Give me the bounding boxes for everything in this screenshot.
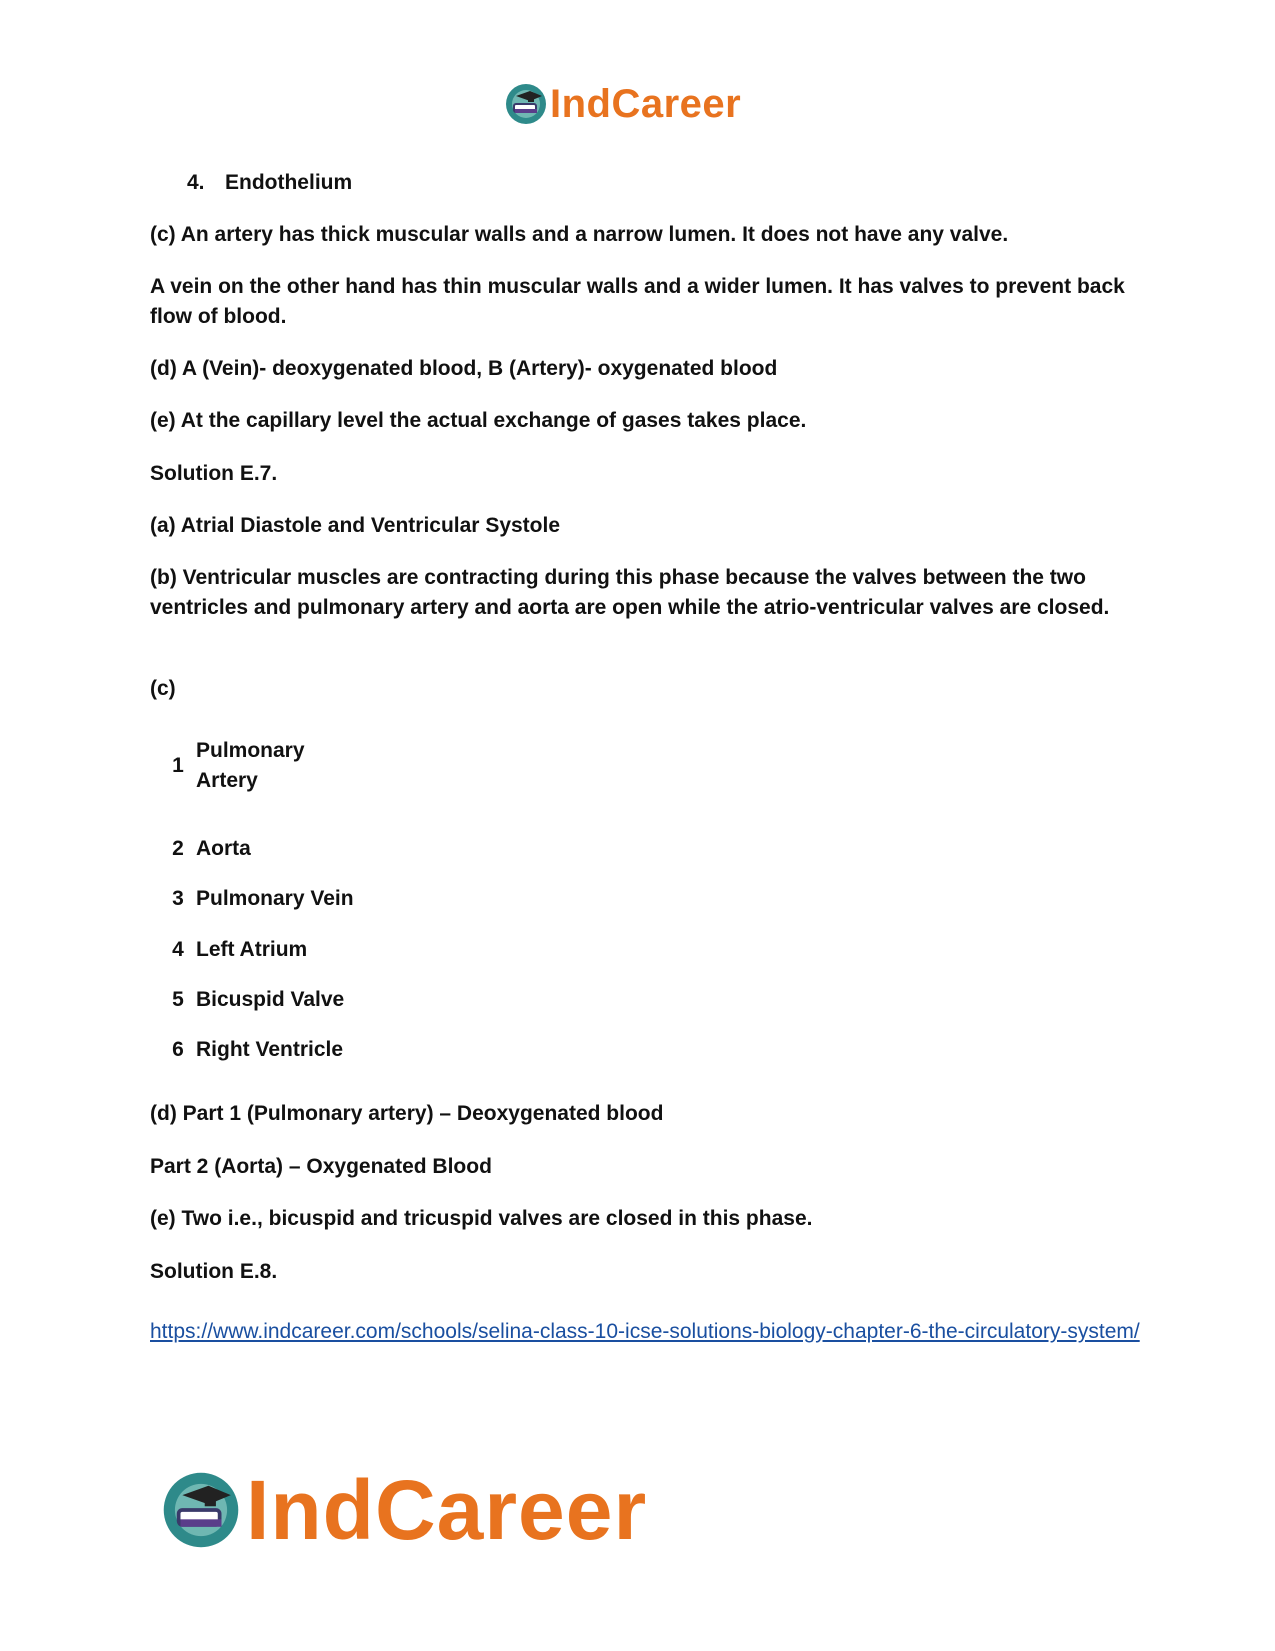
table-row-index: 4: [172, 938, 184, 961]
logo-icon: [504, 82, 548, 126]
header-logo: [504, 80, 741, 128]
table-row-name: Pulmonary Vein: [196, 887, 354, 910]
paragraph-vein: A vein on the other hand has thin muscular walls and a wider lumen. It has valves to prevent back flow of blood.: [150, 275, 1125, 328]
table-row-name: Right Ventricle: [196, 1038, 344, 1061]
brand-name: IndCareer: [246, 1462, 648, 1557]
paragraph-a-atrial: (a) Atrial Diastole and Ventricular Systole: [150, 514, 561, 537]
paragraph-c-artery: (c) An artery has thick muscular walls and a narrow lumen. It does not have any valve.: [150, 223, 1009, 246]
table-row-index: 5: [172, 988, 184, 1011]
paragraph-e-two: (e) Two i.e., bicuspid and tricuspid valves are closed in this phase.: [150, 1207, 813, 1230]
table-row-index: 1: [172, 754, 184, 777]
paragraph-b-ventricular: (b) Ventricular muscles are contracting during this phase because the valves between the two ventricles and pulmonary artery and aorta are open while the atrio-ventricular valves are closed.: [150, 566, 1110, 619]
table-row: [160, 736, 326, 796]
table-row-name: Bicuspid Valve: [196, 988, 345, 1011]
list-number: 4.: [187, 171, 205, 194]
logo-icon: [160, 1469, 242, 1551]
paragraph-d-part1: (d) Part 1 (Pulmonary artery) – Deoxygenated blood: [150, 1102, 664, 1125]
paragraph-c-label: (c): [150, 677, 176, 700]
table-row: [160, 884, 356, 914]
brand-name: IndCareer: [550, 81, 742, 126]
table-row: [160, 985, 356, 1015]
table-row: [160, 834, 356, 864]
paragraph-part2: Part 2 (Aorta) – Oxygenated Blood: [150, 1155, 492, 1178]
table-row-name: Aorta: [196, 837, 251, 860]
solution-heading-e8: Solution E.8.: [150, 1260, 278, 1283]
list-item: [187, 168, 352, 198]
solution-heading-e7: Solution E.7.: [150, 462, 278, 485]
table-row-name: Pulmonary Artery: [196, 739, 305, 792]
table-row-name: Left Atrium: [196, 938, 308, 961]
table-row-index: 2: [172, 837, 184, 860]
table-row: [160, 935, 356, 965]
list-text: Endothelium: [225, 171, 353, 194]
table-row-index: 6: [172, 1038, 184, 1061]
footer-logo: [160, 1462, 648, 1557]
table-row: [160, 1035, 356, 1065]
source-link[interactable]: https://www.indcareer.com/schools/selina-class-10-icse-solutions-biology-chapter-6-the-circulatory-system/: [150, 1320, 1140, 1343]
table-row-index: 3: [172, 887, 184, 910]
paragraph-e-capillary: (e) At the capillary level the actual exchange of gases takes place.: [150, 409, 807, 432]
paragraph-d-vein: (d) A (Vein)- deoxygenated blood, B (Artery)- oxygenated blood: [150, 357, 778, 380]
